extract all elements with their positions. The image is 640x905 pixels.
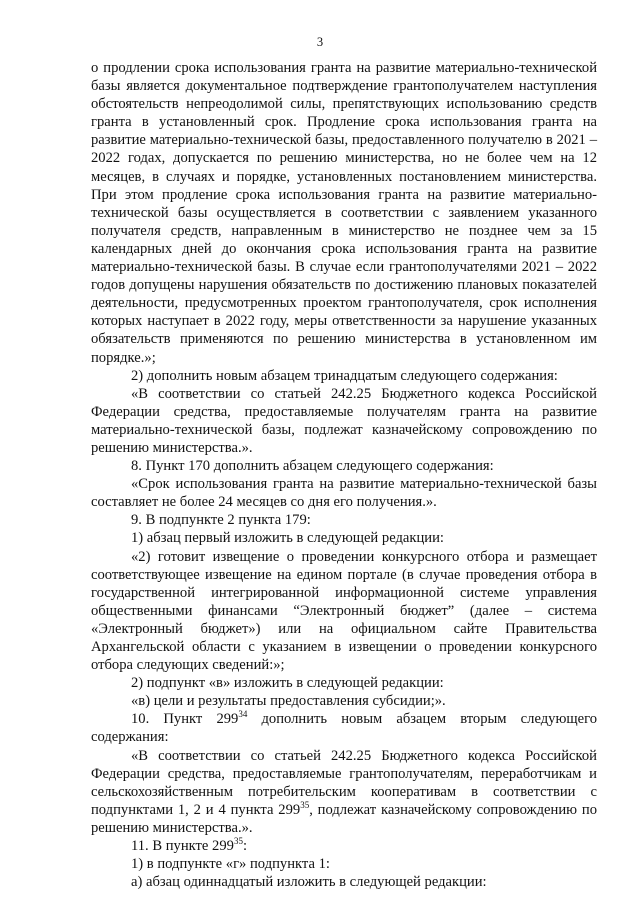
superscript-number: 35 <box>300 799 310 810</box>
paragraph-text: 2) подпункт «в» изложить в следующей редакции: <box>131 675 444 692</box>
paragraph-text: 9. В подпункте 2 пункта 179: <box>131 512 311 529</box>
paragraph <box>91 511 597 529</box>
paragraph <box>91 873 597 891</box>
document-body <box>91 59 597 891</box>
paragraph-text: дополнить новым абзацем вторым следующего содержания: <box>91 711 597 746</box>
paragraph <box>91 457 597 475</box>
paragraph-text: , подлежат казначейскому сопровождению по решению министерства.». <box>91 801 597 836</box>
superscript-number: 34 <box>238 709 248 720</box>
paragraph <box>91 548 597 675</box>
paragraph-text: 1) в подпункте «г» подпункта 1: <box>131 856 330 873</box>
paragraph <box>91 529 597 547</box>
paragraph-text: о продлении срока использования гранта на развитие материально-технической базы является документальное подтверждение грантополучателем наступления обстоятельств непреодолимой силы, препятствующих использованию средств гранта в установленный срок. Продление срока использования гранта на развитие материально-технической базы, предоставленного получателю в 2021 – 2022 годах, допускается по решению министерства, но не более чем на 12 месяцев, в случаях и порядке, установленных постановлением министерства. При этом продление срока использования гранта на развитие материально-технической базы осуществляется в соответствии с заявлением указанного получателя средств, направленным в министерство не позднее чем за 15 календарных дней до окончания срока использования гранта на развитие материально-технической базы. В случае если грантополучателями 2021 – 2022 годов допущены нарушения обязательств по достижению плановых показателей деятельности, предусмотренных проектом грантополучателя, срок исполнения которых наступает в 2022 году, меры ответственности за нарушение указанных обязательств применяются по решению министерства в установленном им порядке.»; <box>91 60 597 366</box>
paragraph <box>91 59 597 367</box>
superscript-number: 35 <box>233 836 243 847</box>
paragraph-text: 11. В пункте 299 <box>131 838 234 855</box>
paragraph <box>91 475 597 511</box>
page-number: 3 <box>316 35 324 49</box>
paragraph-text: : <box>242 838 248 855</box>
paragraph-text: 1) абзац первый изложить в следующей редакции: <box>131 530 444 547</box>
paragraph <box>91 747 597 837</box>
paragraph <box>91 855 597 873</box>
paragraph <box>91 385 597 457</box>
paragraph-text: «2) готовит извещение о проведении конкурсного отбора и размещает соответствующее извещение на едином портале (в случае проведения отбора в государственной интегрированной информационной системе управления общественными финансами “Электронный бюджет” (далее – система «Электронный бюджет») или на официальном сайте Правительства Архангельской области с указанием в извещении о проведении конкурсного отбора следующих сведений:»; <box>91 548 597 674</box>
paragraph-text: 10. Пункт 299 <box>131 711 239 728</box>
paragraph <box>91 837 597 855</box>
paragraph-text: «В соответствии со статьей 242.25 Бюджетного кодекса Российской Федерации средства, предоставляемые грантополучателям, переработчикам и сельскохозяйственным потребительским кооперативам в соответствии с подпунктами 1, 2 и 4 пункта 299 <box>91 747 597 818</box>
paragraph-text: «В соответствии со статьей 242.25 Бюджетного кодекса Российской Федерации средства, предоставляемые получателям гранта на развитие материально-технической базы, подлежат казначейскому сопровождению по решению министерства.». <box>91 385 597 456</box>
paragraph <box>91 674 597 692</box>
paragraph-text: а) абзац одиннадцатый изложить в следующей редакции: <box>131 874 487 891</box>
paragraph-text: 8. Пункт 170 дополнить абзацем следующего содержания: <box>131 458 494 475</box>
paragraph-text: «Срок использования гранта на развитие материально-технической базы составляет не более 24 месяцев со дня его получения.». <box>91 476 597 511</box>
paragraph <box>91 367 597 385</box>
paragraph-text: «в) цели и результаты предоставления субсидии;». <box>131 693 446 710</box>
paragraph-text: 2) дополнить новым абзацем тринадцатым следующего содержания: <box>131 367 558 384</box>
paragraph <box>91 692 597 710</box>
paragraph <box>91 710 597 746</box>
